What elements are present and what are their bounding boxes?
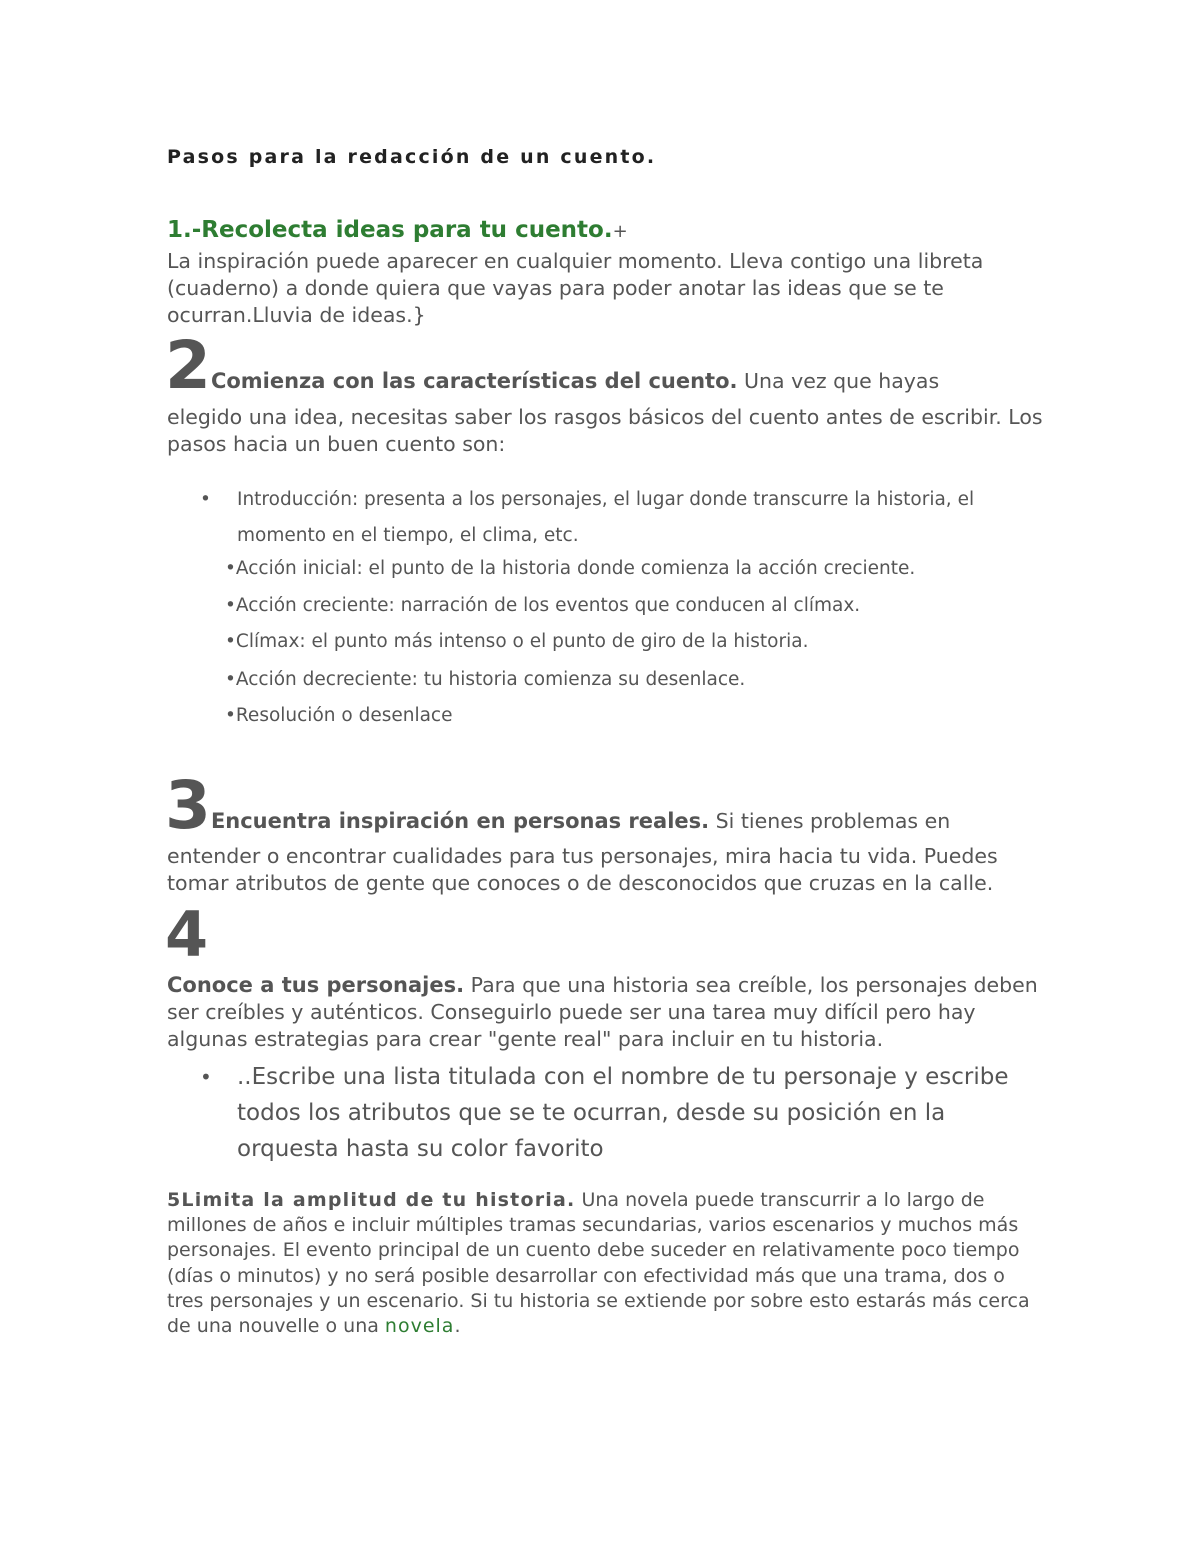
document-title: Pasos para la redacción de un cuento. bbox=[167, 146, 657, 168]
step-2-lead bbox=[165, 327, 1055, 404]
list-item bbox=[200, 1059, 1050, 1167]
step-2-heading: Comienza con las características del cuento. bbox=[210, 369, 738, 393]
list-item: •Acción inicial: el punto de la historia donde comienza la acción creciente. bbox=[225, 558, 916, 579]
step-2-lead-text: Una vez que hayas bbox=[737, 369, 940, 393]
bullet-icon: • bbox=[200, 1065, 212, 1089]
list-item: •Acción decreciente: tu historia comienza su desenlace. bbox=[225, 669, 746, 690]
step-5-body bbox=[167, 1188, 1047, 1339]
step-4-heading: Conoce a tus personajes. bbox=[167, 973, 465, 997]
step-3-body: entender o encontrar cualidades para tus personajes, mira hacia tu vida. Puedes tomar atributos de gente que conoces o de desconocidos que cruzas en la calle. bbox=[167, 844, 998, 895]
list-item-text: ..Escribe una lista titulada con el nombre de tu personaje y escribe todos los atributos que se te ocurran, desde su posición en la orquesta hasta su color favorito bbox=[237, 1064, 1009, 1162]
step-1-body: La inspiración puede aparecer en cualquier momento. Lleva contigo una libreta (cuaderno) a donde quiera que vayas para poder anotar las ideas que se te ocurran.Lluvia de ideas.} bbox=[167, 249, 984, 327]
step-1-plus-mark: + bbox=[612, 221, 628, 242]
step-5-end: . bbox=[454, 1315, 461, 1338]
step-5-body-text: Una novela puede transcurrir a lo largo de millones de años e incluir múltiples tramas secundarias, varios escenarios y muchos más personajes. El evento principal de un cuento debe suceder en relativamente poco tiempo (días o minutos) y no será posible desarrollar con efectividad más que una trama, dos o tres personajes y un escenario. Si tu historia se extiende por sobre esto estarás más cerca de una nouvelle o una bbox=[167, 1189, 1030, 1338]
step-1-heading-text: 1.-Recolecta ideas para tu cuento. bbox=[167, 217, 613, 243]
step-3-number: 3 bbox=[165, 767, 211, 844]
novela-link[interactable]: novela bbox=[384, 1315, 455, 1338]
step-2-number: 2 bbox=[165, 327, 211, 404]
step-5-heading: 5Limita la amplitud de tu historia. bbox=[167, 1189, 576, 1211]
step-1-heading bbox=[167, 217, 628, 243]
step-2-body: elegido una idea, necesitas saber los rasgos básicos del cuento antes de escribir. Los pasos hacia un buen cuento son: bbox=[167, 405, 1043, 456]
step-4-body-text: Para que una historia sea creíble, los personajes deben ser creíbles y auténticos. Conseguirlo puede ser una tarea muy difícil pero hay algunas estrategias para crear "gente real" para incluir en tu historia. bbox=[167, 973, 1038, 1051]
step-3-lead-text: Si tienes problemas en bbox=[709, 809, 951, 833]
step-3-lead bbox=[165, 767, 951, 844]
list-item: •Acción creciente: narración de los eventos que conducen al clímax. bbox=[225, 595, 861, 616]
list-item: •Resolución o desenlace bbox=[225, 705, 453, 726]
list-item bbox=[200, 482, 1020, 554]
list-item-text: Introducción: presenta a los personajes, el lugar donde transcurre la historia, el momento en el tiempo, el clima, etc. bbox=[237, 489, 975, 546]
list-item: •Clímax: el punto más intenso o el punto de giro de la historia. bbox=[225, 631, 809, 652]
step-4-body bbox=[167, 972, 1047, 1053]
bullet-icon: • bbox=[200, 489, 211, 510]
step-3-heading: Encuentra inspiración en personas reales. bbox=[210, 809, 710, 833]
step-4-number: 4 bbox=[165, 898, 209, 971]
